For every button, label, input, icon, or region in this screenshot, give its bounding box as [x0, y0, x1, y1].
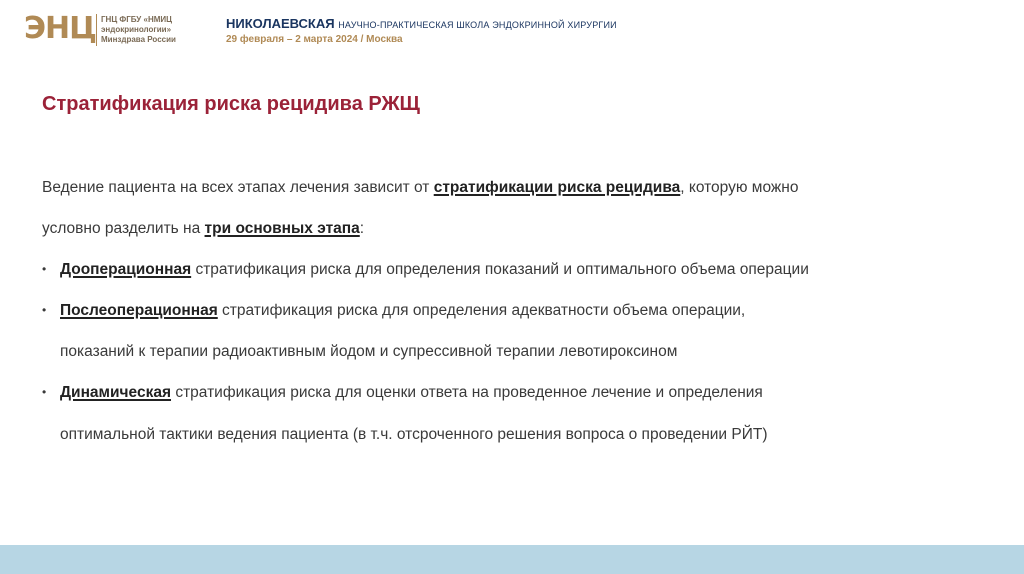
- intro-text: :: [359, 220, 365, 237]
- intro-paragraph-line-2: [42, 219, 364, 239]
- intro-emphasis: три основных этапа: [204, 220, 360, 237]
- enc-logo: ЭНЦ: [24, 11, 96, 46]
- list-item-text: стратификация риска для определения адекватности объема операции,: [217, 302, 746, 319]
- intro-emphasis: стратификации риска рецидива: [433, 179, 681, 196]
- bullet-marker: •: [42, 262, 47, 276]
- list-item-emphasis: Послеоперационная: [60, 302, 218, 319]
- list-item-continuation: оптимальной тактики ведения пациента (в т.ч. отсроченного решения вопроса о проведении РЙТ): [60, 426, 768, 443]
- list-item-postoperative: [60, 301, 745, 321]
- list-item-emphasis: Динамическая: [60, 384, 172, 401]
- list-item-continuation: показаний к терапии радиоактивным йодом и супрессивной терапии левотироксином: [60, 343, 678, 360]
- slide-title: Стратификация риска рецидива РЖЩ: [42, 93, 420, 115]
- event-name: НИКОЛАЕВСКАЯ: [226, 16, 335, 31]
- intro-paragraph-line-1: [42, 178, 798, 198]
- event-date: 29 февраля – 2 марта 2024 / Москва: [226, 34, 403, 45]
- list-item-preoperative: [60, 260, 809, 280]
- slide-header: [0, 0, 1024, 62]
- event-subtitle: НАУЧНО-ПРАКТИЧЕСКАЯ ШКОЛА ЭНДОКРИННОЙ ХИРУРГИИ: [338, 20, 617, 30]
- organization-line: ГНЦ ФГБУ «НМИЦ: [101, 15, 172, 24]
- event-title: [226, 16, 617, 33]
- bullet-marker: •: [42, 303, 47, 317]
- organization-name: [101, 15, 211, 45]
- organization-line: Минздрава России: [101, 35, 176, 44]
- list-item-text: стратификация риска для оценки ответа на проведенное лечение и определения: [171, 384, 763, 401]
- bullet-marker: •: [42, 385, 47, 399]
- logo-divider: [96, 14, 97, 46]
- intro-text: , которую можно: [680, 179, 799, 196]
- organization-line: эндокринологии»: [101, 25, 172, 34]
- footer-bar: [0, 545, 1024, 574]
- intro-text: Ведение пациента на всех этапах лечения зависит от: [42, 179, 434, 196]
- list-item-dynamic: [60, 383, 763, 403]
- intro-text: условно разделить на: [42, 220, 205, 237]
- list-item-text: стратификация риска для определения показаний и оптимального объема операции: [191, 261, 809, 278]
- list-item-emphasis: Дооперационная: [60, 261, 192, 278]
